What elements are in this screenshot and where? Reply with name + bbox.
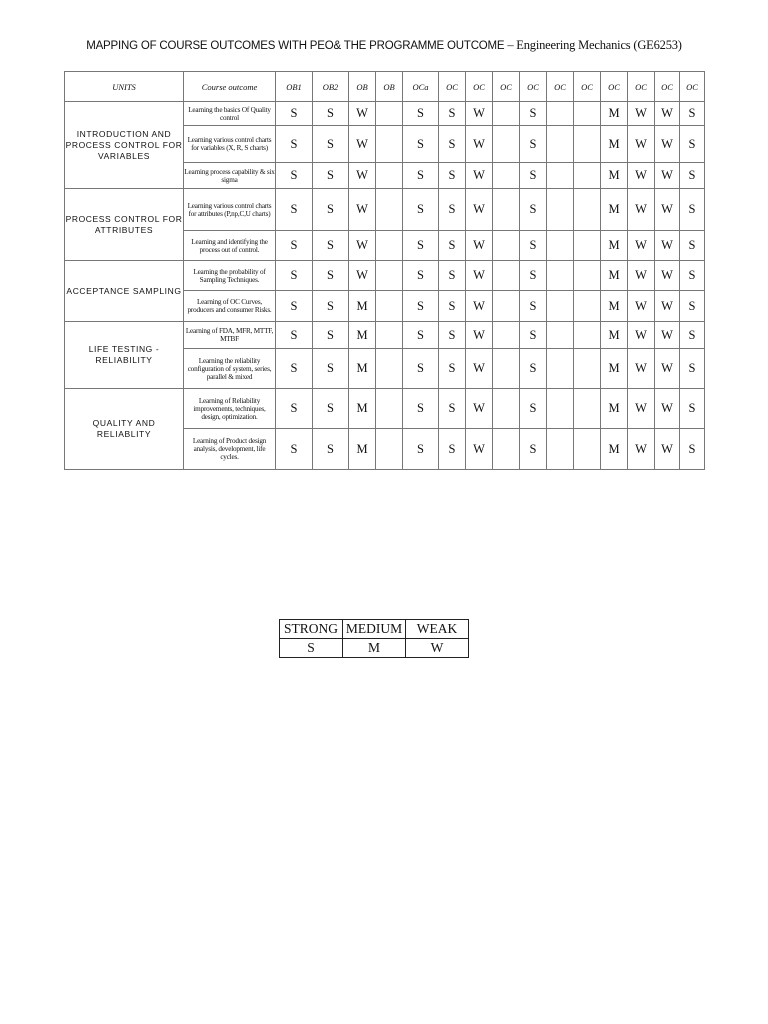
mapping-cell [574, 163, 601, 189]
mapping-cell: W [466, 126, 493, 163]
mapping-cell: S [520, 322, 547, 349]
header-oc-5: OC [547, 72, 574, 102]
mapping-cell: S [439, 389, 466, 429]
header-ob-a: OB [349, 72, 376, 102]
legend-weak-label: WEAK [406, 620, 469, 639]
mapping-cell: S [276, 163, 313, 189]
course-outcome-cell: Learning process capability & six sigma [184, 163, 276, 189]
mapping-cell: W [655, 389, 680, 429]
mapping-cell: W [349, 231, 376, 261]
mapping-cell: S [520, 102, 547, 126]
mapping-cell: S [276, 102, 313, 126]
mapping-cell: S [313, 126, 349, 163]
unit-cell: PROCESS CONTROL FOR ATTRIBUTES [65, 189, 184, 261]
mapping-cell [493, 163, 520, 189]
mapping-cell: S [276, 322, 313, 349]
mapping-cell [493, 261, 520, 291]
table-row [65, 389, 705, 429]
mapping-cell: S [680, 102, 705, 126]
mapping-cell: M [601, 389, 628, 429]
table-row [65, 261, 705, 291]
mapping-cell [547, 291, 574, 322]
mapping-cell: M [349, 322, 376, 349]
unit-cell: ACCEPTANCE SAMPLING [65, 261, 184, 322]
mapping-cell: S [276, 349, 313, 389]
course-outcome-cell: Learning the basics Of Quality control [184, 102, 276, 126]
course-outcome-cell: Learning various control charts for attributes (P,np,C,U charts) [184, 189, 276, 231]
mapping-cell: W [466, 291, 493, 322]
mapping-cell: M [601, 102, 628, 126]
mapping-cell: S [520, 261, 547, 291]
mapping-cell [493, 389, 520, 429]
page-title [0, 38, 768, 53]
mapping-cell: M [349, 389, 376, 429]
legend-strong-code: S [280, 639, 343, 658]
mapping-cell: W [628, 349, 655, 389]
course-outcome-cell: Learning of Reliability improvements, techniques, design, optimization. [184, 389, 276, 429]
mapping-cell: W [349, 189, 376, 231]
mapping-cell: S [680, 389, 705, 429]
mapping-cell: S [276, 126, 313, 163]
unit-cell: LIFE TESTING - RELIABILITY [65, 322, 184, 389]
course-outcome-cell: Learning and identifying the process out of control. [184, 231, 276, 261]
mapping-cell: S [403, 231, 439, 261]
mapping-cell: S [439, 429, 466, 470]
mapping-cell: W [466, 429, 493, 470]
mapping-cell: W [655, 322, 680, 349]
mapping-cell [376, 349, 403, 389]
mapping-cell: W [628, 429, 655, 470]
mapping-cell [574, 429, 601, 470]
legend-medium-code: M [343, 639, 406, 658]
mapping-cell: M [601, 429, 628, 470]
mapping-cell [574, 291, 601, 322]
mapping-cell: S [313, 231, 349, 261]
header-ob2: OB2 [313, 72, 349, 102]
mapping-cell: W [655, 189, 680, 231]
course-outcome-cell: Learning the reliability configuration of system, series, parallel & mixed [184, 349, 276, 389]
mapping-cell: S [313, 189, 349, 231]
mapping-cell [376, 163, 403, 189]
mapping-cell [547, 322, 574, 349]
mapping-cell: W [655, 349, 680, 389]
mapping-cell: S [439, 261, 466, 291]
mapping-cell: S [439, 322, 466, 349]
mapping-cell [574, 231, 601, 261]
mapping-cell: S [403, 322, 439, 349]
mapping-cell: S [520, 163, 547, 189]
mapping-cell: S [313, 429, 349, 470]
mapping-cell: S [276, 429, 313, 470]
mapping-cell: S [313, 322, 349, 349]
mapping-cell: M [601, 189, 628, 231]
mapping-cell: W [655, 261, 680, 291]
header-oc-4: OC [520, 72, 547, 102]
table-row [65, 102, 705, 126]
mapping-cell: S [520, 189, 547, 231]
mapping-cell: S [313, 389, 349, 429]
mapping-cell: W [628, 261, 655, 291]
mapping-cell: S [520, 291, 547, 322]
header-oc-1: OC [439, 72, 466, 102]
course-outcome-cell: Learning of FDA, MFR, MTTF, MTBF [184, 322, 276, 349]
mapping-cell: S [313, 163, 349, 189]
mapping-cell [376, 429, 403, 470]
mapping-cell [547, 429, 574, 470]
mapping-cell [376, 261, 403, 291]
mapping-cell [493, 102, 520, 126]
mapping-cell: W [466, 102, 493, 126]
mapping-cell: S [276, 231, 313, 261]
mapping-cell [493, 349, 520, 389]
mapping-cell: M [349, 429, 376, 470]
mapping-cell [493, 429, 520, 470]
table-row [65, 189, 705, 231]
mapping-cell [376, 322, 403, 349]
mapping-cell: S [439, 189, 466, 231]
mapping-cell: S [439, 291, 466, 322]
mapping-table-body [65, 102, 705, 470]
mapping-cell: W [628, 163, 655, 189]
mapping-cell: S [680, 291, 705, 322]
mapping-cell: S [403, 102, 439, 126]
mapping-cell: S [680, 261, 705, 291]
mapping-cell: S [680, 429, 705, 470]
mapping-cell: S [403, 429, 439, 470]
mapping-cell: S [520, 126, 547, 163]
mapping-cell [376, 189, 403, 231]
header-units: UNITS [65, 72, 184, 102]
mapping-cell: S [276, 291, 313, 322]
header-course-outcome: Course outcome [184, 72, 276, 102]
mapping-cell: M [349, 349, 376, 389]
mapping-cell: W [628, 126, 655, 163]
mapping-cell [574, 126, 601, 163]
title-dash: – [504, 38, 517, 52]
mapping-cell: S [520, 349, 547, 389]
mapping-cell [547, 349, 574, 389]
mapping-cell: M [601, 322, 628, 349]
mapping-cell: S [276, 261, 313, 291]
header-oc-10: OC [680, 72, 705, 102]
mapping-cell: S [313, 349, 349, 389]
mapping-cell [376, 231, 403, 261]
mapping-cell: S [439, 126, 466, 163]
mapping-cell [493, 291, 520, 322]
mapping-cell: S [680, 126, 705, 163]
course-outcome-cell: Learning of Product design analysis, development, life cycles. [184, 429, 276, 470]
mapping-cell: S [520, 231, 547, 261]
mapping-cell [574, 322, 601, 349]
course-outcome-cell: Learning various control charts for variables (X, R, S charts) [184, 126, 276, 163]
mapping-cell: W [466, 231, 493, 261]
mapping-cell [574, 389, 601, 429]
mapping-cell: S [403, 291, 439, 322]
mapping-cell [547, 389, 574, 429]
mapping-cell: S [403, 389, 439, 429]
mapping-table [64, 71, 705, 470]
mapping-cell: W [349, 163, 376, 189]
mapping-cell [547, 163, 574, 189]
mapping-cell: S [276, 389, 313, 429]
mapping-cell: S [680, 322, 705, 349]
mapping-cell: S [680, 163, 705, 189]
mapping-cell: W [466, 322, 493, 349]
mapping-cell: S [313, 291, 349, 322]
mapping-cell [574, 261, 601, 291]
header-oca: OCa [403, 72, 439, 102]
table-row [65, 322, 705, 349]
mapping-cell [574, 349, 601, 389]
mapping-cell: W [349, 261, 376, 291]
mapping-cell [376, 102, 403, 126]
unit-cell: QUALITY AND RELIABLITY [65, 389, 184, 470]
mapping-cell [574, 102, 601, 126]
mapping-cell: S [276, 189, 313, 231]
title-main: MAPPING OF COURSE OUTCOMES WITH PEO& THE PROGRAMME OUTCOME [86, 40, 505, 52]
mapping-cell: W [628, 231, 655, 261]
mapping-cell [547, 126, 574, 163]
mapping-cell: M [349, 291, 376, 322]
header-oc-2: OC [466, 72, 493, 102]
mapping-cell: W [655, 231, 680, 261]
mapping-cell: S [403, 126, 439, 163]
mapping-cell: M [601, 261, 628, 291]
legend-table [279, 619, 469, 658]
mapping-cell: W [655, 126, 680, 163]
mapping-cell: W [655, 429, 680, 470]
mapping-cell: W [466, 349, 493, 389]
mapping-cell: W [628, 322, 655, 349]
mapping-cell: S [313, 261, 349, 291]
mapping-cell: M [601, 163, 628, 189]
legend-label-row [280, 620, 469, 639]
mapping-cell: W [349, 126, 376, 163]
mapping-cell: S [680, 349, 705, 389]
mapping-cell: S [313, 102, 349, 126]
mapping-cell [493, 189, 520, 231]
mapping-cell: M [601, 291, 628, 322]
header-row [65, 72, 705, 102]
course-outcome-cell: Learning of OC Curves, producers and consumer Risks. [184, 291, 276, 322]
mapping-cell [376, 126, 403, 163]
mapping-cell [547, 189, 574, 231]
mapping-cell: W [349, 102, 376, 126]
mapping-cell: S [403, 349, 439, 389]
mapping-cell: W [466, 163, 493, 189]
mapping-cell: W [628, 291, 655, 322]
mapping-cell: S [680, 189, 705, 231]
mapping-cell [547, 261, 574, 291]
mapping-cell: S [403, 261, 439, 291]
legend-weak-code: W [406, 639, 469, 658]
mapping-cell: W [466, 189, 493, 231]
unit-cell: INTRODUCTION AND PROCESS CONTROL FOR VARIABLES [65, 102, 184, 189]
mapping-cell: S [520, 429, 547, 470]
mapping-cell: W [655, 163, 680, 189]
mapping-cell: M [601, 126, 628, 163]
legend-strong-label: STRONG [280, 620, 343, 639]
mapping-cell [547, 231, 574, 261]
mapping-cell: S [439, 231, 466, 261]
mapping-cell [493, 322, 520, 349]
mapping-cell: S [439, 102, 466, 126]
header-oc-3: OC [493, 72, 520, 102]
header-ob-b: OB [376, 72, 403, 102]
mapping-cell [493, 231, 520, 261]
mapping-cell: S [403, 189, 439, 231]
header-oc-8: OC [628, 72, 655, 102]
mapping-cell: S [439, 349, 466, 389]
mapping-cell [376, 291, 403, 322]
legend-code-row [280, 639, 469, 658]
mapping-cell: W [466, 389, 493, 429]
mapping-cell: W [655, 291, 680, 322]
mapping-cell: W [628, 389, 655, 429]
mapping-cell: S [439, 163, 466, 189]
mapping-cell: M [601, 349, 628, 389]
mapping-cell: W [628, 189, 655, 231]
header-oc-9: OC [655, 72, 680, 102]
mapping-cell: M [601, 231, 628, 261]
mapping-cell: W [628, 102, 655, 126]
mapping-cell: W [655, 102, 680, 126]
mapping-cell [574, 189, 601, 231]
legend-medium-label: MEDIUM [343, 620, 406, 639]
mapping-cell [493, 126, 520, 163]
mapping-cell: W [466, 261, 493, 291]
header-ob1: OB1 [276, 72, 313, 102]
mapping-cell: S [520, 389, 547, 429]
title-subject: Engineering Mechanics (GE6253) [516, 38, 682, 52]
mapping-cell [547, 102, 574, 126]
header-oc-7: OC [601, 72, 628, 102]
mapping-cell: S [680, 231, 705, 261]
mapping-cell: S [403, 163, 439, 189]
mapping-cell [376, 389, 403, 429]
course-outcome-cell: Learning the probability of Sampling Techniques. [184, 261, 276, 291]
header-oc-6: OC [574, 72, 601, 102]
